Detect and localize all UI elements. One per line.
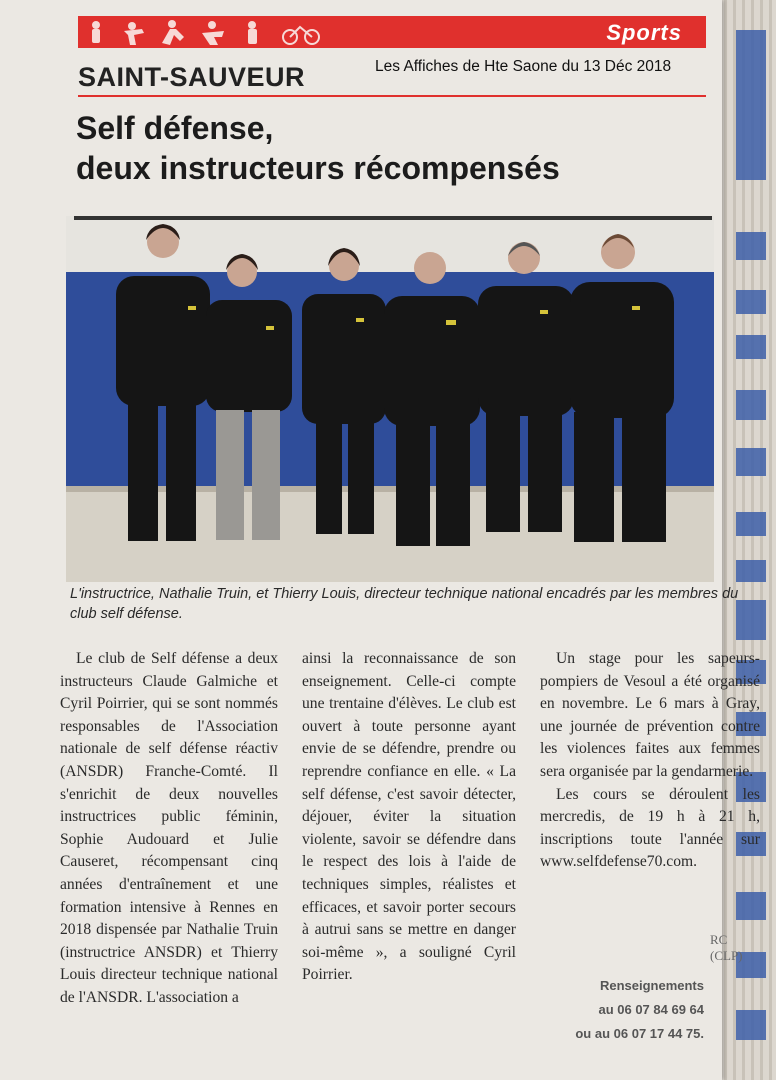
article-column-2 [302, 648, 516, 987]
background-strip [718, 0, 776, 1080]
article-paragraph: Les cours se déroulent les mercredis, de 19 h à 21 h, inscriptions toute l'année sur www.selfdefense70.com. [540, 785, 760, 871]
source-note: Les Affiches de Hte Saone du 13 Déc 2018 [375, 58, 672, 75]
contact-phone-2: ou au 06 07 17 44 75. [575, 1026, 704, 1041]
photo-top-rule [74, 216, 712, 220]
author-signature: RC (CLP) [710, 932, 743, 963]
article-column-3 [540, 648, 760, 874]
headline-line-1: Self défense, [76, 110, 274, 146]
section-banner [78, 16, 706, 48]
headline-line-2: deux instructeurs récompensés [76, 150, 560, 186]
sports-figures-icon [84, 19, 324, 45]
article-paragraph: Un stage pour les sapeurs-pompiers de Vesoul a été organisé en novembre. Le 6 mars à Gray, une journée de prévention contre les violences faites aux femmes sera organisée par la gendarmerie. [540, 650, 760, 780]
section-label: Sports [606, 20, 682, 45]
article-paragraph: Le club de Self défense a deux instructeurs Claude Galmiche et Cyril Poirrier, qui se sont nommés responsables de l'Association nationale de self défense réactiv (ANSDR) Franche-Comté. Il s'enrichit de deux nouvelles instructrices public féminin, Sophie Audouard et Julie Causeret, récompensant cinq années d'entraînement et une formation intensive à Rennes en 2018 dispensée par Nathalie Truin (instructrice ANSDR) et Thierry Louis directeur technique national de l'ANSDR. L'association a [60, 650, 278, 1006]
article-column-1 [60, 648, 278, 1010]
contact-phone-1: au 06 07 84 69 64 [598, 1002, 704, 1017]
photo-caption: L'instructrice, Nathalie Truin, et Thierry Louis, directeur technique national encadrés par les membres du club self défense. [70, 586, 739, 622]
headline [76, 108, 560, 188]
divider [78, 95, 706, 97]
locality-heading: SAINT-SAUVEUR [78, 62, 306, 92]
group-photo [66, 216, 714, 582]
contact-info [575, 974, 704, 1046]
article-paragraph: ainsi la reconnaissance de son enseignement. Celle-ci compte une trentaine d'élèves. Le club est ouvert à toute personne ayant envie de se défendre, prendre ou reprendre confiance en elle. « La self défense, c'est savoir détecter, déjouer, éviter la situation violente, savoir se défendre dans le respect des lois à l'aide de techniques simples, réalistes et efficaces, et savoir porter secours à autrui sans se mettre en danger soi-même », a souligné Cyril Poirrier. [302, 650, 516, 984]
group-photo-illustration [66, 216, 714, 582]
contact-label: Renseignements [599, 978, 704, 993]
